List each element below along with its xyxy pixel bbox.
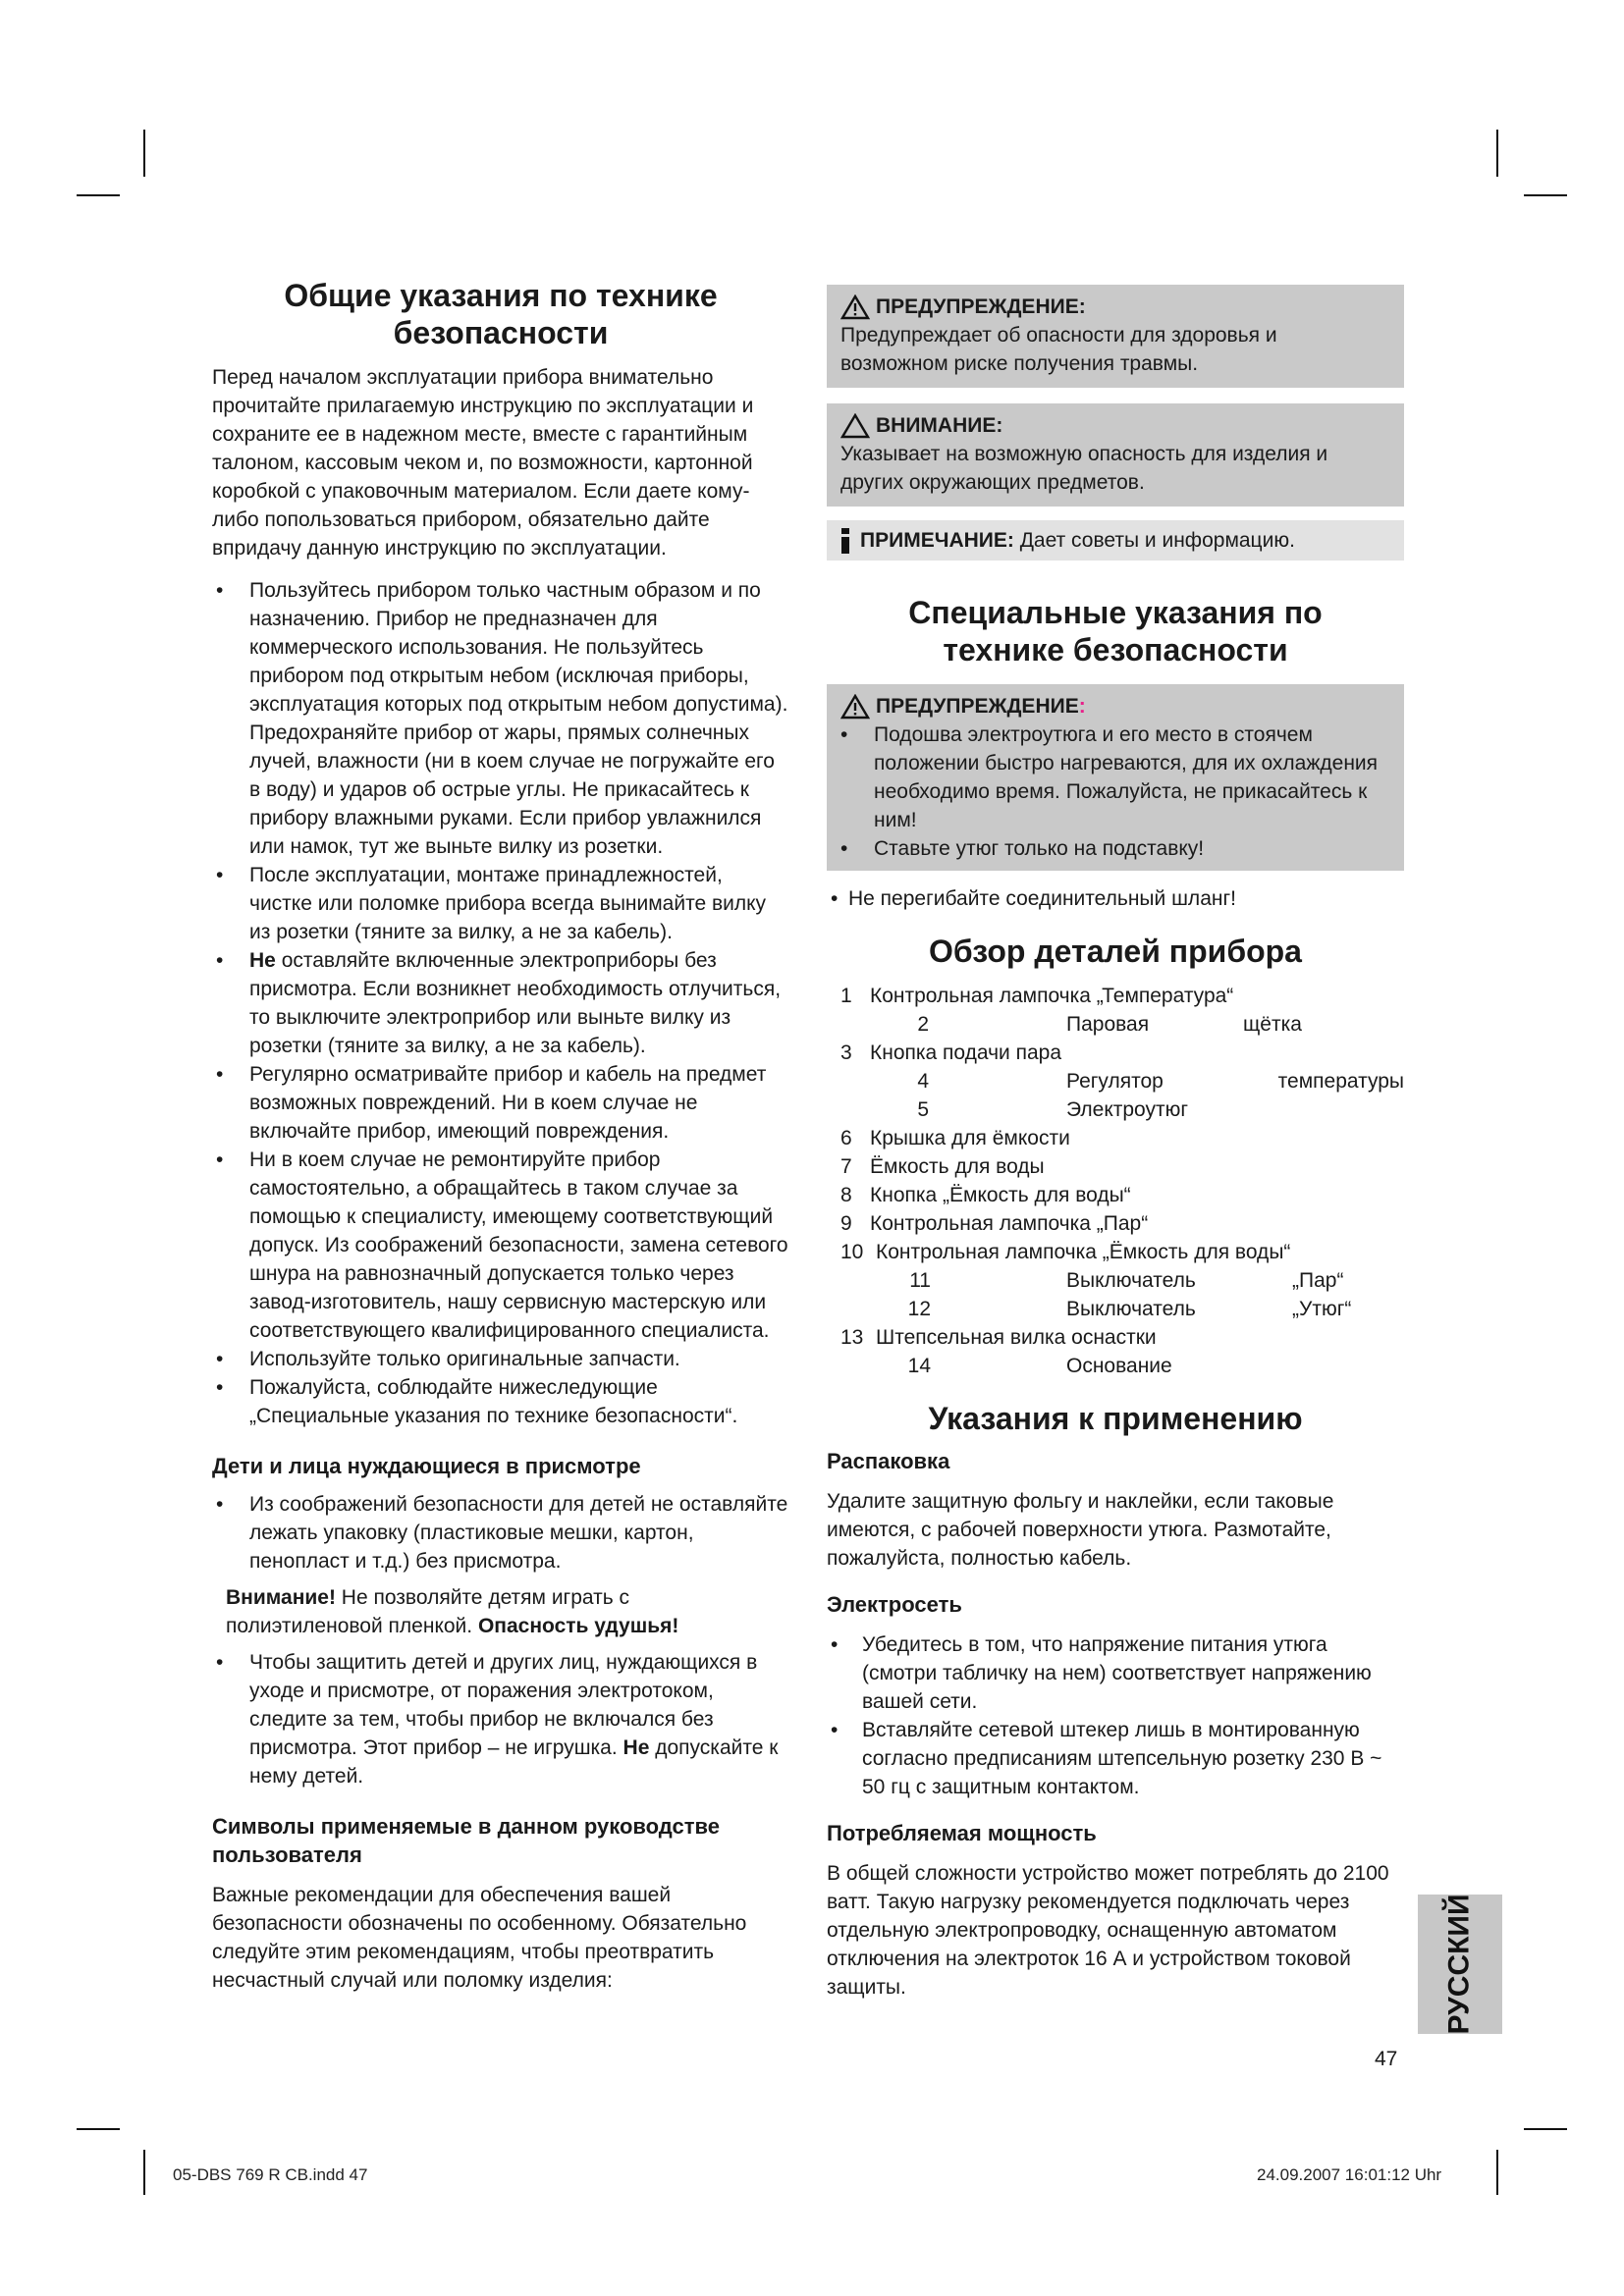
children-heading: Дети и лица нуждающиеся в присмотре xyxy=(212,1454,641,1478)
safety-bullet-list xyxy=(212,576,789,1430)
list-item: 2 Паровая щётка xyxy=(917,1013,1302,1036)
mains-heading: Электросеть xyxy=(827,1592,962,1617)
list-item: • Вставляйте сетевой штекер лишь в монтированную согласно предписаниям штепсельную розетку 230 В ~ 50 гц с защитным контактом. xyxy=(827,1716,1404,1801)
attention-paragraph: Внимание! Не позволяйте детям играть с полиэтиленовой пленкой. Опасность удушья! xyxy=(226,1586,679,1637)
list-item: 12 Выключатель „Утюг“ xyxy=(907,1298,1352,1320)
list-item: • Убедитесь в том, что напряжение питания утюга (смотри табличку на нем) соответствует напряжению вашей сети. xyxy=(827,1630,1404,1716)
list-item: 13 Штепсельная вилка оснастки xyxy=(840,1326,1157,1349)
usage-title: Указания к применению xyxy=(928,1401,1303,1436)
list-item: 1 Контрольная лампочка „Температура“ xyxy=(840,985,1234,1007)
danger-label: Опасность удушья! xyxy=(477,1615,679,1637)
warning-text: Предупреждает об опасности для здоровья и возможном риске получения травмы. xyxy=(840,324,1277,375)
list-item: 14 Основание xyxy=(907,1355,1172,1377)
children-list-2 xyxy=(212,1648,789,1790)
list-item: • Не перегибайте соединительный шланг! xyxy=(827,884,1404,913)
caution-title: ВНИМАНИЕ: xyxy=(876,414,1003,437)
note-text: Дает советы и информацию. xyxy=(1013,529,1295,552)
list-item: • Пользуйтесь прибором только частным образом и по назначению. Прибор не предназначен для коммерческого использования. Не пользуйтесь прибором под открытым небом (исключая приборы, эксплуатация которых под открытым небом допустима). Предохраняйте прибор от жары, прямых солнечных лучей, влажности (ни в коем случае не погружайте его в воду) и ударов об острые углы. Не прикасайтесь к прибору влажными руками. Если прибор увлажнился или намок, тут же выньте вилку из розетки. xyxy=(212,576,789,861)
language-tab-label: РУССКИЙ xyxy=(1443,1894,1477,2035)
symbols-paragraph: Важные рекомендации для обеспечения вашей безопасности обозначены по особенному. Обязательно следуйте этим рекомендациям, чтобы преотвратить несчастный случай или поломку изделия: xyxy=(212,1884,747,1992)
list-item: • Подошва электроутюга и его место в стоячем положении быстро нагреваются, для их охлаждения необходимо время. Пожалуйста, не прикасайтесь к ним! xyxy=(840,721,1390,834)
list-item: • Регулярно осматривайте прибор и кабель на предмет возможных повреждений. Ни в коем случае не включайте прибор, имеющий повреждения. xyxy=(212,1060,789,1146)
special-warning-title: ПРЕДУПРЕЖДЕНИЕ xyxy=(876,695,1079,718)
caution-triangle-icon xyxy=(840,413,870,439)
list-item: 5 Электроутюг xyxy=(917,1098,1189,1121)
crop-mark-top-left-h xyxy=(77,194,120,196)
crop-mark-top-right-v xyxy=(1496,130,1498,177)
warning-triangle-icon xyxy=(840,294,870,320)
list-item: • Из соображений безопасности для детей не оставляйте лежать упаковку (пластиковые мешки, картон, пенопласт и т.д.) без присмотра. xyxy=(212,1490,789,1575)
crop-mark-top-left-v xyxy=(143,130,145,177)
list-item: 6 Крышка для ёмкости xyxy=(840,1127,1070,1149)
list-item: • Чтобы защитить детей и других лиц, нуждающихся в уходе и присмотре, от поражения электротоком, следите за тем, чтобы прибор не включался без присмотра. Этот прибор – не игрушка. Не допускайте к нему детей. xyxy=(212,1648,789,1790)
list-item: • Используйте только оригинальные запчасти. xyxy=(212,1345,789,1373)
attention-label: Внимание! xyxy=(226,1586,336,1609)
list-item: 3 Кнопка подачи пара xyxy=(840,1041,1062,1064)
list-item: 4 Регулятор температуры xyxy=(917,1070,1404,1093)
footer-date: 24.09.2007 16:01:12 Uhr xyxy=(1257,2165,1442,2184)
power-paragraph: В общей сложности устройство может потреблять до 2100 ватт. Такую нагрузку рекомендуется подключать через отдельную электропроводку, оснащенную автоматом отключения на электроток 16 А и устройством токовой защиты. xyxy=(827,1862,1389,1999)
unpack-paragraph: Удалите защитную фольгу и наклейки, если таковые имеются, с рабочей поверхности утюга. Размотайте, пожалуйста, полностью кабель. xyxy=(827,1490,1334,1570)
list-item: 10 Контрольная лампочка „Ёмкость для воды“ xyxy=(840,1241,1291,1263)
caution-text: Указывает на возможную опасность для изделия и других окружающих предметов. xyxy=(840,443,1328,494)
crop-mark-bottom-left-v xyxy=(143,2150,145,2195)
unpack-heading: Распаковка xyxy=(827,1449,950,1473)
list-item: • Не оставляйте включенные электроприборы без присмотра. Если возникнет необходимость отлучиться, то выключите электроприбор или выньте вилку из розетки (тяните за вилку, а не за кабель). xyxy=(212,946,789,1060)
crop-mark-bottom-left-h xyxy=(77,2128,120,2130)
children-list xyxy=(212,1490,789,1575)
intro-paragraph: Перед началом эксплуатации прибора внимательно прочитайте прилагаемую инструкцию по эксплуатации и сохраните ее в надежном месте, вместе с гарантийным талоном, кассовым чеком и, по возможности, картонной коробкой с упаковочным материалом. Если даете кому-либо попользоваться прибором, обязательно дайте впридачу данную инструкцию по эксплуатации. xyxy=(212,366,754,560)
special-safety-title: Специальные указания по технике безопасности xyxy=(908,595,1323,667)
list-item: 9 Контрольная лампочка „Пар“ xyxy=(840,1212,1149,1235)
symbols-heading: Символы применяемые в данном руководстве пользователя xyxy=(212,1814,720,1867)
power-heading: Потребляемая мощность xyxy=(827,1821,1097,1845)
language-tab xyxy=(1418,1895,1502,2034)
list-item: 11 Выключатель „Пар“ xyxy=(909,1269,1344,1292)
list-item: • Ставьте утюг только на подставку! xyxy=(840,834,1390,863)
crop-mark-top-right-h xyxy=(1524,194,1567,196)
mains-list xyxy=(827,1630,1404,1801)
footer-file: 05-DBS 769 R CB.indd 47 xyxy=(173,2165,368,2184)
special-warning-box xyxy=(827,684,1404,871)
list-item: • Пожалуйста, соблюдайте нижеследующие „Специальные указания по технике безопасности“. xyxy=(212,1373,789,1430)
hose-list xyxy=(827,884,1404,913)
list-item: • После эксплуатации, монтаже принадлежностей, чистке или поломке прибора всегда вынимайте вилку из розетки (тяните за вилку, а не за кабель). xyxy=(212,861,789,946)
right-column xyxy=(827,285,1404,2002)
crop-mark-bottom-right-v xyxy=(1496,2150,1498,2195)
note-title: ПРИМЕЧАНИЕ: xyxy=(860,529,1014,552)
special-warning-list xyxy=(840,721,1390,863)
warning-triangle-icon xyxy=(840,694,870,720)
overview-title: Обзор деталей прибора xyxy=(929,934,1302,969)
special-warning-colon: : xyxy=(1078,695,1086,718)
left-column xyxy=(212,277,789,1995)
general-safety-title: Общие указания по технике безопасности xyxy=(284,278,718,350)
info-icon xyxy=(839,528,852,554)
caution-box xyxy=(827,403,1404,507)
note-box xyxy=(827,520,1404,561)
warning-box xyxy=(827,285,1404,388)
parts-list xyxy=(827,982,1404,1380)
crop-mark-bottom-right-h xyxy=(1524,2128,1567,2130)
list-item: • Ни в коем случае не ремонтируйте прибор самостоятельно, а обращайтесь в таком случае за помощью к специалисту, имеющему соответствующий допуск. Из соображений безопасности, замена сетевого шнура на равнозначный допускается только через завод-изготовитель, нашу сервисную мастерскую или соответствующего квалифицированного специалиста. xyxy=(212,1146,789,1345)
list-item: 8 Кнопка „Ёмкость для воды“ xyxy=(840,1184,1131,1206)
list-item: 7 Ёмкость для воды xyxy=(840,1155,1045,1178)
warning-title: ПРЕДУПРЕЖДЕНИЕ: xyxy=(876,295,1086,318)
page-number: 47 xyxy=(1375,2048,1398,2070)
